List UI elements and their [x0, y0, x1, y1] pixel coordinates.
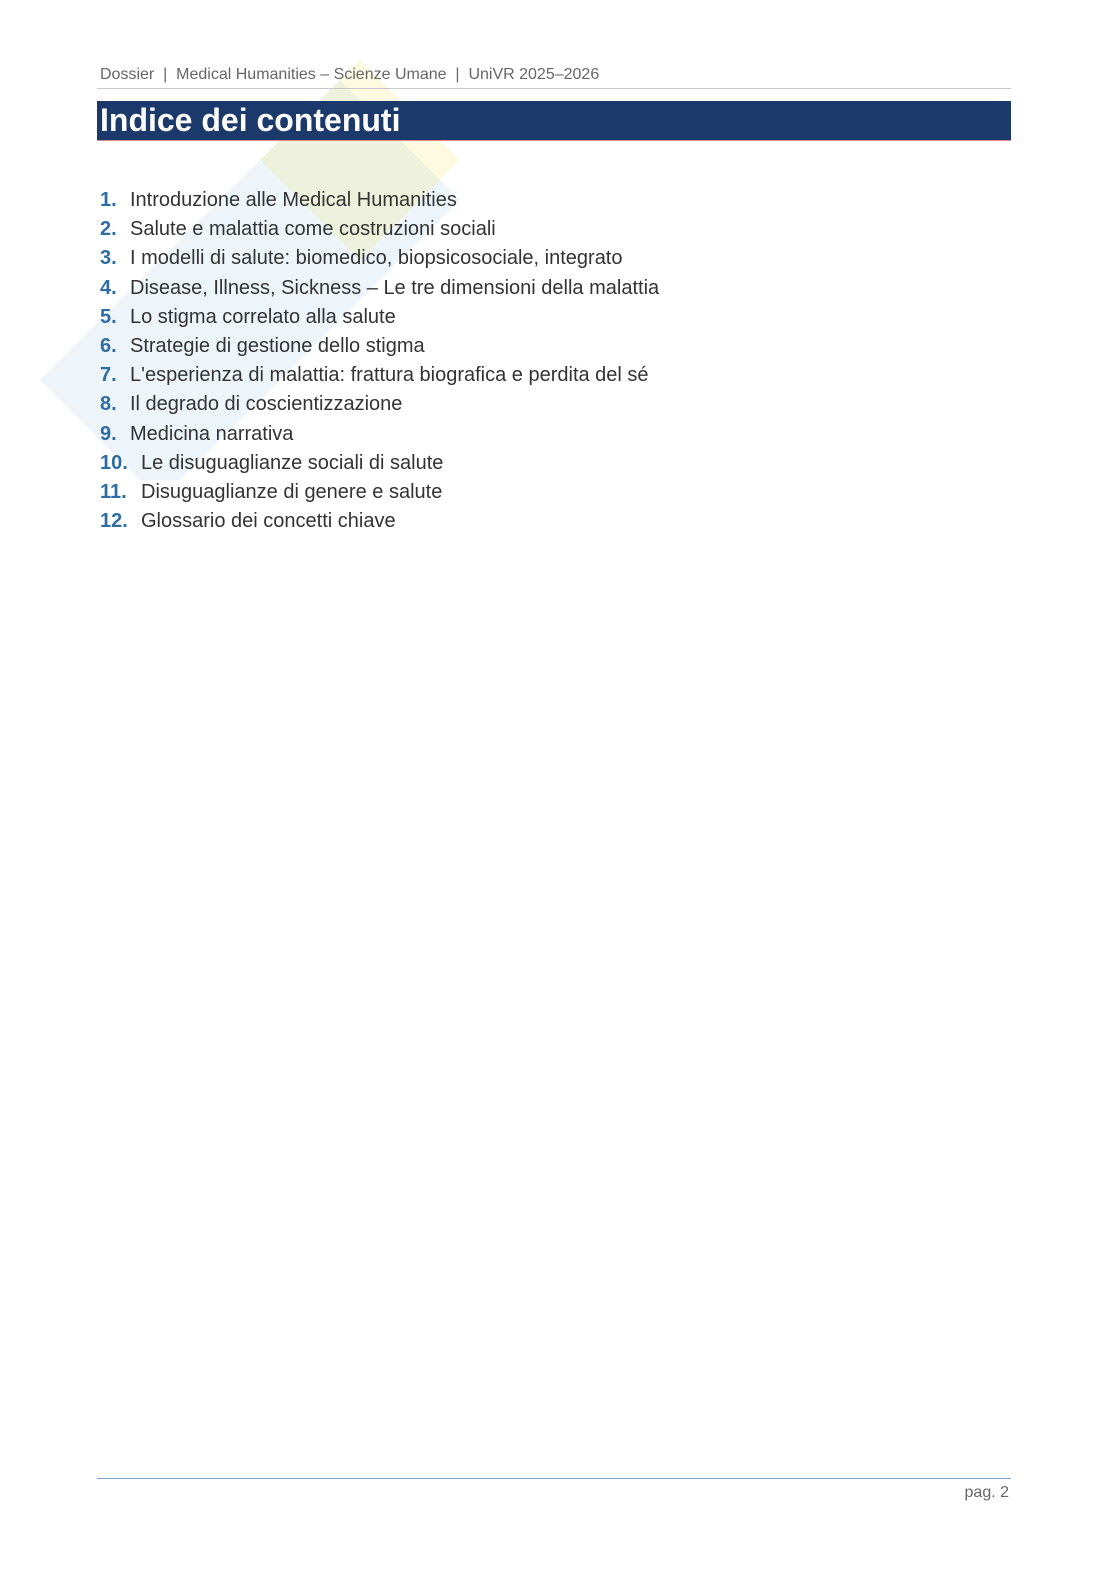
page-title: Indice dei contenuti	[100, 102, 401, 138]
toc-item[interactable]	[100, 508, 659, 537]
footer-divider	[97, 1478, 1011, 1479]
toc-number: 9.	[100, 422, 117, 445]
table-of-contents	[100, 187, 659, 537]
toc-label: Strategie di gestione dello stigma	[130, 334, 425, 357]
toc-label: Salute e malattia come costruzioni sociali	[130, 218, 496, 241]
toc-label: L'esperienza di malattia: frattura biografica e perdita del sé	[130, 364, 649, 387]
running-header: Dossier | Medical Humanities – Scienze Umane | UniVR 2025–2026	[100, 66, 600, 83]
toc-number: 4.	[100, 276, 117, 299]
toc-number: 11.	[100, 480, 127, 503]
header-divider	[97, 88, 1011, 89]
toc-item[interactable]	[100, 362, 659, 391]
toc-item[interactable]	[100, 333, 659, 362]
toc-item[interactable]	[100, 421, 659, 450]
toc-label: Il degrado di coscientizzazione	[130, 393, 403, 416]
toc-number: 10.	[100, 451, 128, 474]
title-banner	[97, 101, 1011, 141]
toc-number: 6.	[100, 334, 117, 357]
toc-number: 7.	[100, 364, 117, 387]
toc-number: 8.	[100, 393, 117, 416]
toc-item[interactable]	[100, 450, 659, 479]
toc-item[interactable]	[100, 216, 659, 245]
toc-number: 2.	[100, 218, 117, 241]
toc-item[interactable]	[100, 275, 659, 304]
toc-number: 5.	[100, 305, 117, 328]
toc-label: Disease, Illness, Sickness – Le tre dimensioni della malattia	[130, 276, 660, 299]
toc-item[interactable]	[100, 245, 659, 274]
page-number: pag. 2	[964, 1484, 1009, 1501]
toc-label: Le disuguaglianze sociali di salute	[141, 451, 444, 474]
toc-number: 3.	[100, 247, 117, 270]
toc-item[interactable]	[100, 479, 659, 508]
toc-number: 12.	[100, 510, 128, 533]
toc-label: Medicina narrativa	[130, 422, 294, 445]
toc-item[interactable]	[100, 187, 659, 216]
toc-label: Lo stigma correlato alla salute	[130, 305, 396, 328]
toc-label: Glossario dei concetti chiave	[141, 510, 396, 533]
toc-number: 1.	[100, 189, 117, 211]
toc-item[interactable]	[100, 304, 659, 333]
toc-label: Disuguaglianze di genere e salute	[141, 480, 443, 503]
toc-label: I modelli di salute: biomedico, biopsicosociale, integrato	[130, 247, 623, 270]
toc-item[interactable]	[100, 391, 659, 420]
toc-label: Introduzione alle Medical Humanities	[130, 189, 457, 211]
